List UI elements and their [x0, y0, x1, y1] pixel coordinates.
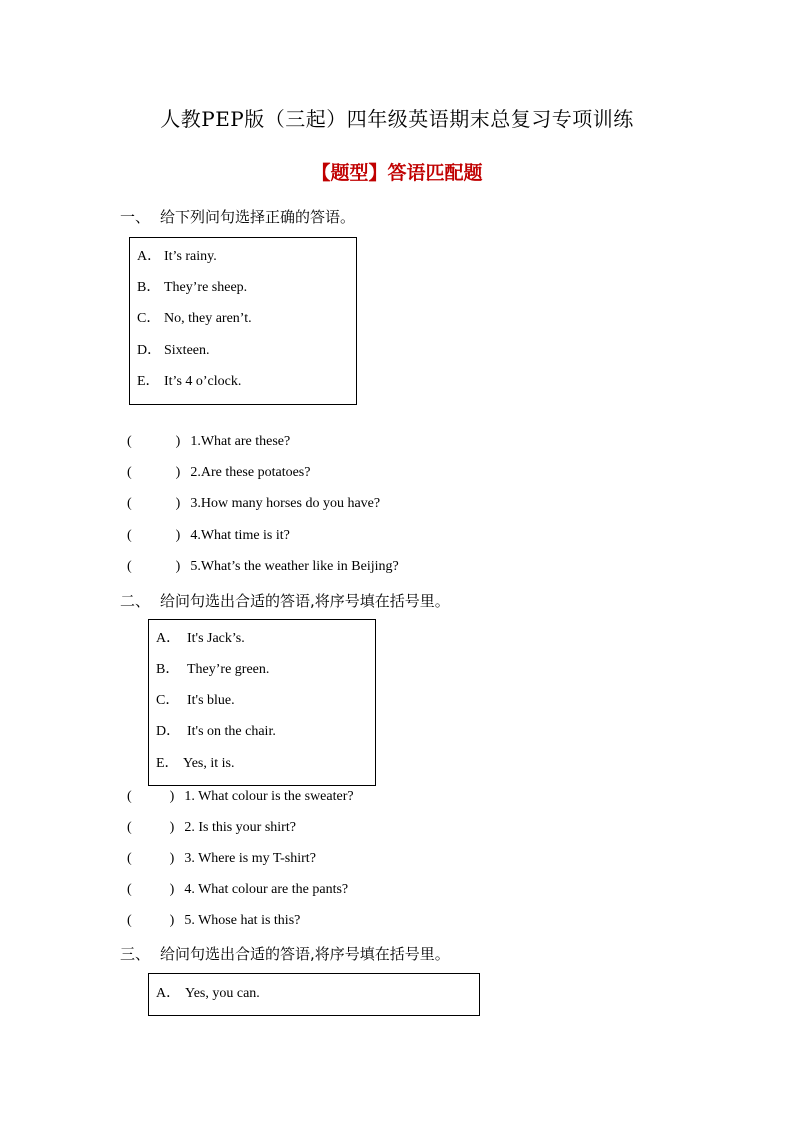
question-type-subtitle: 【题型】答语匹配题 — [311, 162, 483, 184]
question-text: 3.How many horses do you have? — [190, 496, 381, 511]
option-letter: D． — [137, 343, 162, 358]
answer-blank-close: ) — [175, 465, 181, 480]
option-text: They’re sheep. — [164, 280, 248, 295]
answer-blank-open[interactable]: ( — [127, 820, 132, 835]
option-text: Yes, it is. — [183, 756, 235, 771]
question-text: 2.Are these potatoes? — [190, 465, 311, 480]
option-item — [156, 627, 245, 647]
question-item — [127, 789, 354, 805]
question-item — [127, 913, 300, 929]
option-item — [156, 720, 276, 740]
answer-blank-open[interactable]: ( — [127, 434, 132, 449]
option-text: It's on the chair. — [187, 724, 276, 739]
question-text: 1. What colour is the sweater? — [184, 789, 354, 804]
section-number: 一、 — [120, 208, 151, 226]
option-text: It's Jack’s. — [187, 631, 245, 646]
question-text: 4.What time is it? — [190, 528, 290, 543]
section-instruction: 给下列问句选择正确的答语。 — [160, 208, 356, 226]
option-letter: A． — [137, 249, 162, 264]
answer-blank-close: ) — [169, 851, 175, 866]
question-text: 3. Where is my T-shirt? — [184, 851, 316, 866]
answer-blank-open[interactable]: ( — [127, 465, 132, 480]
option-item — [156, 689, 235, 709]
answer-blank-close: ) — [169, 789, 175, 804]
question-item — [127, 559, 399, 575]
option-letter: A． — [156, 986, 181, 1001]
option-text: It’s 4 o’clock. — [164, 374, 242, 389]
answer-blank-close: ) — [175, 496, 181, 511]
answer-blank-open[interactable]: ( — [127, 882, 132, 897]
question-text: 5.What’s the weather like in Beijing? — [190, 559, 399, 574]
option-letter: D． — [156, 724, 181, 739]
question-text: 4. What colour are the pants? — [184, 882, 349, 897]
option-item — [156, 658, 269, 678]
option-letter: B． — [156, 662, 180, 677]
answer-blank-open[interactable]: ( — [127, 559, 132, 574]
section-number: 二、 — [120, 592, 151, 610]
question-item — [127, 465, 310, 481]
option-item — [156, 982, 260, 1002]
question-item — [127, 528, 290, 544]
answer-blank-open[interactable]: ( — [127, 528, 132, 543]
option-item — [156, 752, 235, 772]
option-letter: C． — [137, 311, 161, 326]
option-text: It’s rainy. — [164, 249, 217, 264]
option-item — [137, 276, 247, 296]
section-number: 三、 — [120, 945, 151, 963]
section-1-heading — [120, 206, 355, 227]
question-text: 1.What are these? — [190, 434, 291, 449]
option-text: Sixteen. — [164, 343, 210, 358]
option-item — [137, 339, 210, 359]
answer-blank-close: ) — [169, 820, 175, 835]
option-letter: E． — [156, 756, 179, 771]
option-item — [137, 307, 252, 327]
page-title: 人教PEP版（三起）四年级英语期末总复习专项训练 — [160, 107, 634, 131]
question-item — [127, 434, 290, 450]
option-item — [137, 245, 217, 265]
question-item — [127, 820, 296, 836]
question-text: 5. Whose hat is this? — [184, 913, 301, 928]
question-item — [127, 496, 380, 512]
option-text: Yes, you can. — [185, 986, 260, 1001]
section-instruction: 给问句选出合适的答语,将序号填在括号里。 — [160, 592, 450, 610]
answer-blank-open[interactable]: ( — [127, 851, 132, 866]
section-3-heading — [120, 943, 450, 964]
answer-blank-open[interactable]: ( — [127, 913, 132, 928]
answer-blank-close: ) — [169, 913, 175, 928]
question-item — [127, 882, 348, 898]
option-text: They’re green. — [187, 662, 270, 677]
answer-blank-close: ) — [175, 434, 181, 449]
option-letter: A． — [156, 631, 181, 646]
answer-blank-close: ) — [175, 559, 181, 574]
option-text: It's blue. — [187, 693, 235, 708]
section-2-heading — [120, 590, 450, 611]
question-text: 2. Is this your shirt? — [184, 820, 296, 835]
option-item — [137, 370, 241, 390]
option-letter: B． — [137, 280, 161, 295]
answer-blank-open[interactable]: ( — [127, 496, 132, 511]
answer-blank-open[interactable]: ( — [127, 789, 132, 804]
option-letter: C． — [156, 693, 180, 708]
option-letter: E． — [137, 374, 160, 389]
section-instruction: 给问句选出合适的答语,将序号填在括号里。 — [160, 945, 450, 963]
answer-blank-close: ) — [175, 528, 181, 543]
answer-blank-close: ) — [169, 882, 175, 897]
option-text: No, they aren’t. — [164, 311, 252, 326]
question-item — [127, 851, 316, 867]
